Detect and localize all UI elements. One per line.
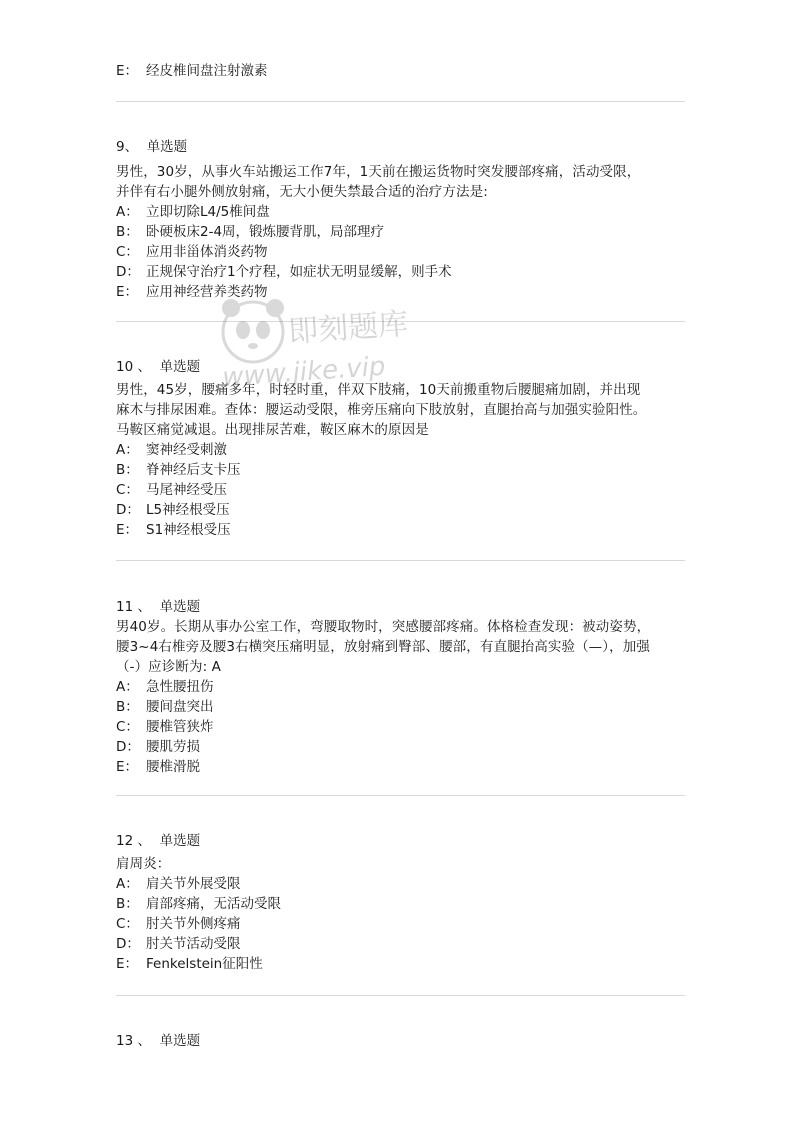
option-letter: D： — [116, 739, 140, 755]
question-number: 11 、 — [116, 599, 151, 615]
option-text: 窦神经受刺激 — [146, 442, 227, 458]
option-text: 立即切除L4/5椎间盘 — [146, 204, 270, 220]
option-c — [116, 480, 688, 500]
watermark-brand: 即刻题库 — [287, 306, 410, 350]
question-type: 单选题 — [159, 1033, 201, 1049]
option-text: 腰肌劳损 — [146, 739, 200, 755]
option-e — [116, 282, 688, 302]
option-letter: B： — [116, 896, 139, 912]
stem-line: 腰3~4右椎旁及腰3右横突压痛明显，放射痛到臀部、腰部，有直腿抬高实验（—），加强 — [116, 639, 650, 655]
option-text: 肩部疼痛，无活动受限 — [146, 896, 281, 912]
option-d — [116, 737, 688, 757]
option-b — [116, 697, 688, 717]
option-text: L5神经根受压 — [146, 502, 230, 518]
question-number: 9、 — [116, 139, 139, 155]
option-letter: E： — [116, 956, 139, 972]
question-number: 13 、 — [116, 1033, 151, 1049]
stem-line: 并伴有右小腿外侧放射痛，无大小便失禁最合适的治疗方法是: — [116, 184, 488, 200]
divider — [116, 321, 685, 322]
option-b — [116, 894, 688, 914]
option-letter: B： — [116, 462, 139, 478]
prev-question-option — [116, 61, 688, 81]
option-text: 腰椎滑脱 — [146, 759, 200, 775]
question-stem — [116, 162, 688, 202]
question-stem — [116, 380, 688, 440]
question-header — [116, 831, 688, 851]
question-header — [116, 597, 688, 617]
option-letter: A： — [116, 876, 139, 892]
question-stem — [116, 854, 688, 874]
option-text: 卧硬板床2-4周，锻炼腰背肌，局部理疗 — [146, 224, 385, 240]
option-letter: B： — [116, 224, 139, 240]
option-text: 肘关节活动受限 — [146, 936, 241, 952]
option-letter: E： — [116, 284, 139, 300]
option-a — [116, 440, 688, 460]
option-letter: B： — [116, 699, 139, 715]
option-letter: A： — [116, 442, 139, 458]
option-a — [116, 874, 688, 894]
watermark-url: www.jike.vip — [221, 351, 387, 393]
divider — [116, 101, 685, 102]
option-letter: E： — [116, 63, 139, 79]
divider — [116, 995, 685, 996]
option-e — [116, 61, 688, 81]
option-d — [116, 500, 688, 520]
option-c — [116, 914, 688, 934]
option-text: Fenkelstein征阳性 — [146, 956, 263, 972]
option-letter: A： — [116, 679, 139, 695]
option-letter: D： — [116, 264, 140, 280]
option-letter: C： — [116, 719, 139, 735]
question-type: 单选题 — [159, 599, 201, 615]
option-letter: D： — [116, 936, 140, 952]
question-stem — [116, 617, 688, 677]
option-text: 腰椎管狭炸 — [146, 719, 214, 735]
option-text: 急性腰扭伤 — [146, 679, 214, 695]
option-text: 应用非甾体消炎药物 — [146, 244, 268, 260]
option-b — [116, 460, 688, 480]
stem-line: 男性，45岁，腰痛多年，时轻时重，伴双下肢痛，10天前搬重物后腰腿痛加剧，并出现 — [116, 382, 641, 398]
question-11 — [116, 597, 688, 777]
question-header — [116, 137, 688, 157]
option-letter: A： — [116, 204, 139, 220]
option-c — [116, 242, 688, 262]
question-type: 单选题 — [146, 139, 188, 155]
option-text: 脊神经后支卡压 — [146, 462, 241, 478]
question-number: 12 、 — [116, 833, 151, 849]
option-b — [116, 222, 688, 242]
stem-line: 男性，30岁，从事火车站搬运工作7年，1天前在搬运货物时突发腰部疼痛，活动受限， — [116, 164, 641, 180]
option-text: 经皮椎间盘注射激素 — [146, 63, 268, 79]
question-type: 单选题 — [159, 359, 201, 375]
option-letter: E： — [116, 759, 139, 775]
stem-line: （-）应诊断为: A — [116, 659, 221, 675]
question-10 — [116, 357, 688, 540]
option-text: 肘关节外侧疼痛 — [146, 916, 241, 932]
option-letter: E： — [116, 522, 139, 538]
option-e — [116, 757, 688, 777]
stem-line: 男40岁。长期从事办公室工作，弯腰取物时，突感腰部疼痛。体格检查发现：被动姿势， — [116, 619, 651, 635]
divider — [116, 795, 685, 796]
option-letter: D： — [116, 502, 140, 518]
option-c — [116, 717, 688, 737]
question-9 — [116, 137, 688, 302]
divider — [116, 560, 685, 561]
option-e — [116, 954, 688, 974]
option-text: S1神经根受压 — [146, 522, 231, 538]
option-text: 马尾神经受压 — [146, 482, 227, 498]
question-header — [116, 1031, 688, 1051]
option-d — [116, 262, 688, 282]
stem-line: 麻木与排尿困难。查体：腰运动受限，椎旁压痛向下肢放射，直腿抬高与加强实验阳性。 — [116, 402, 647, 418]
option-a — [116, 677, 688, 697]
question-type: 单选题 — [159, 833, 201, 849]
option-text: 肩关节外展受限 — [146, 876, 241, 892]
question-header — [116, 357, 688, 377]
stem-line: 肩周炎： — [116, 856, 171, 872]
option-text: 应用神经营养类药物 — [146, 284, 268, 300]
option-text: 腰间盘突出 — [146, 699, 214, 715]
stem-line: 马鞍区痛觉减退。出现排尿苦难，鞍区麻木的原因是 — [116, 422, 429, 438]
option-letter: C： — [116, 244, 139, 260]
option-d — [116, 934, 688, 954]
option-a — [116, 202, 688, 222]
question-number: 10 、 — [116, 359, 151, 375]
question-12 — [116, 831, 688, 974]
panda-icon — [222, 299, 284, 362]
option-e — [116, 520, 688, 540]
option-text: 正规保守治疗1个疗程，如症状无明显缓解，则手术 — [146, 264, 452, 280]
option-letter: C： — [116, 482, 139, 498]
option-letter: C： — [116, 916, 139, 932]
question-13 — [116, 1031, 688, 1051]
